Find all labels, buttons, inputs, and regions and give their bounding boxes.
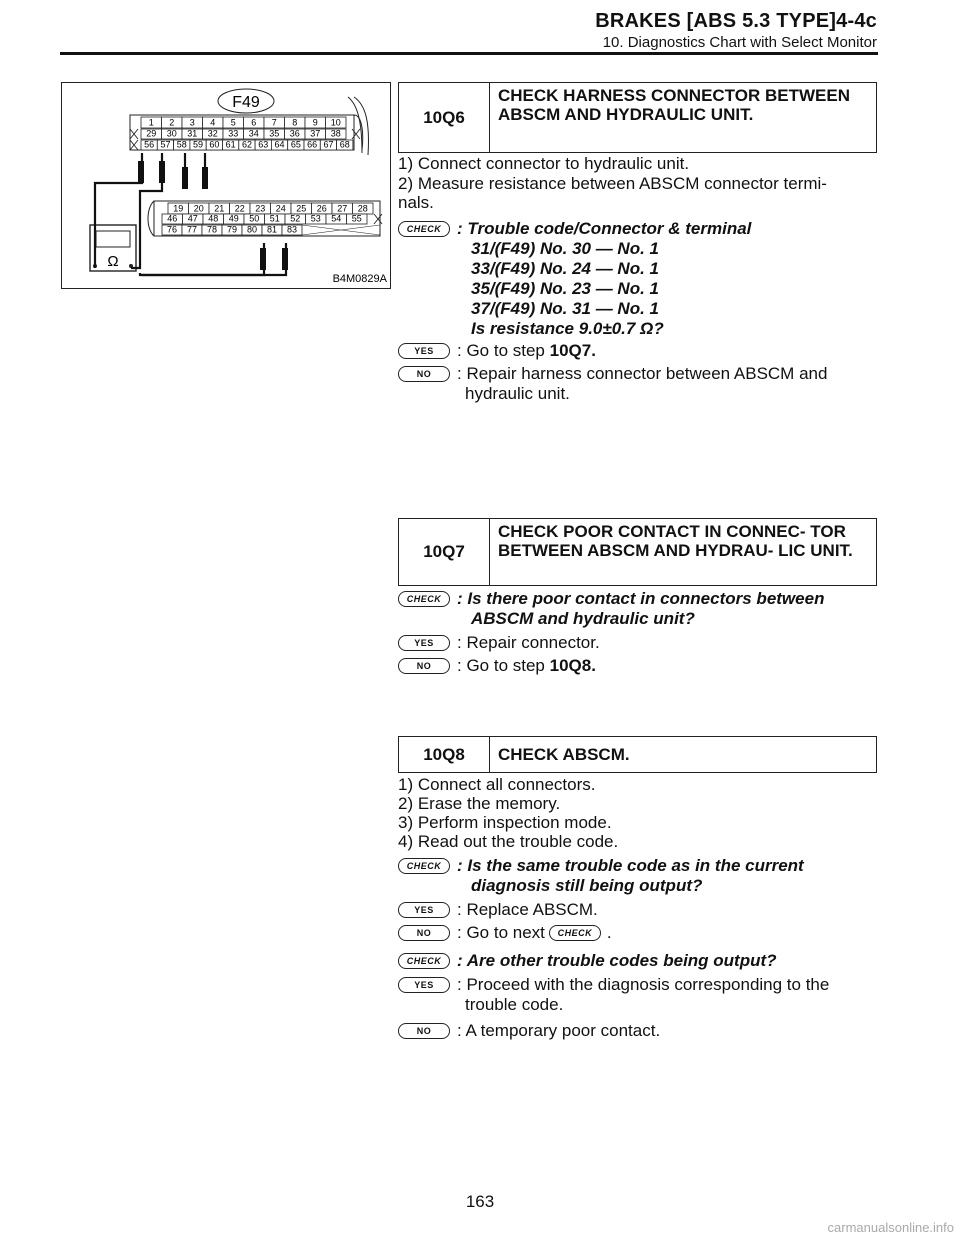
ohmmeter-display [96,231,130,247]
lower-row4-pin: 21 [214,203,225,214]
yes-text: : Repair connector. [457,633,600,652]
instruction: 2) Erase the memory. [398,794,561,813]
terminal-line: 35/(F49) No. 23 — No. 1 [471,279,659,298]
probe-tip [182,167,188,189]
yes-row [398,975,878,1015]
check-icon: CHECK [398,953,450,969]
yes-icon: YES [398,635,450,651]
yes-icon: YES [398,343,450,359]
yes-icon: YES [398,902,450,918]
lower-row6-pin: 78 [206,224,218,235]
instruction: 2) Measure resistance between ABSCM connector termi- [398,174,827,193]
section-code: 4-4c [836,10,877,32]
step-10q6-header [398,82,877,153]
blank-pin-cross [374,214,382,224]
check-question: : Are other trouble codes being output? [457,951,777,970]
lower-row5-pin: 46 [167,213,178,224]
no-text: : Go to step [457,656,550,675]
upper-row1-pin: 3 [189,117,195,128]
page-header-title [0,10,877,33]
upper-row2-pin: 36 [289,128,300,139]
no-row [398,364,878,404]
check-row [398,951,878,971]
check-row [398,589,878,629]
probe-tip [202,167,208,189]
probe-wire [140,243,264,275]
no-text: : Go to next [457,923,545,942]
probe-tip [159,161,165,183]
no-text: : A temporary poor contact. [457,1021,661,1040]
step-title: CHECK HARNESS CONNECTOR BETWEEN ABSCM AND HYDRAULIC UNIT. [498,86,850,124]
upper-row3-pin: 57 [160,139,171,150]
terminal-line: 37/(F49) No. 31 — No. 1 [471,299,659,318]
upper-row3-pin: 58 [176,139,187,150]
upper-row3-pin: 61 [225,139,236,150]
check-row [398,856,878,896]
upper-row3-pin: 59 [193,139,204,150]
instruction: 3) Perform inspection mode. [398,813,612,832]
lower-row4-pin: 19 [173,203,184,214]
probe-tip [282,248,288,270]
terminal-line: 33/(F49) No. 24 — No. 1 [471,259,659,278]
upper-row3-pin: 65 [290,139,301,150]
step-10q8-header [398,736,877,773]
check-icon: CHECK [398,858,450,874]
figure-code: B4M0829A [332,273,387,285]
check-question: : Is there poor contact in connectors between [457,589,825,608]
instruction: 4) Read out the trouble code. [398,832,619,851]
lower-row4-pin: 23 [255,203,266,214]
instruction: nals. [398,193,434,212]
upper-row2-pin: 31 [187,128,198,139]
upper-row2-pin: 29 [146,128,157,139]
page-number: 163 [465,1192,495,1211]
no-icon: NO [398,1023,450,1039]
no-row [398,923,878,943]
yes-row [398,633,878,653]
yes-text: : Proceed with the diagnosis corresponding to the [457,975,830,994]
upper-row1-pin: 10 [330,117,341,128]
lower-row5-pin: 50 [249,213,260,224]
check-question: ABSCM and hydraulic unit? [471,609,695,628]
step-link[interactable]: 10Q8. [549,656,596,675]
lower-row4-pin: 20 [193,203,204,214]
no-text: hydraulic unit. [465,384,570,403]
no-row [398,656,878,676]
no-text: . [606,923,612,942]
lower-row4-pin: 27 [337,203,348,214]
upper-row3-pin: 56 [144,139,155,150]
lower-row5-pin: 54 [331,213,342,224]
upper-row3-pin: 67 [323,139,334,150]
resistance-question: Is resistance 9.0±0.7 Ω? [471,319,664,338]
no-row [398,1021,878,1041]
instruction: 1) Connect all connectors. [398,775,596,794]
step-link[interactable]: 10Q7. [549,341,596,360]
connector-label: F49 [232,94,260,111]
blank-pin-cross [130,140,138,150]
connector-diagram-svg [62,83,390,288]
lower-row5-pin: 49 [228,213,239,224]
page-header-subtitle: 10. Diagnostics Chart with Select Monitor [602,34,877,51]
check-question: : Is the same trouble code as in the current [457,856,804,875]
lower-row5-pin: 51 [269,213,280,224]
upper-row2-pin: 30 [166,128,177,139]
step-10q7-header [398,518,877,586]
section-title: BRAKES [ABS 5.3 TYPE] [595,10,837,32]
check-question: diagnosis still being output? [471,876,703,895]
no-icon: NO [398,925,450,941]
upper-row2-pin: 33 [228,128,239,139]
yes-row [398,900,878,920]
upper-row2-pin: 38 [330,128,341,139]
yes-row [398,341,878,361]
blank-pin-cross [352,129,360,139]
yes-text: : Go to step [457,341,550,360]
upper-row3-pin: 60 [209,139,220,150]
step-title: CHECK ABSCM. [498,745,630,764]
lower-row5-pin: 52 [290,213,301,224]
step-title: CHECK POOR CONTACT IN CONNEC- TOR BETWEEN ABSCM AND HYDRAU- LIC UNIT. [498,522,853,560]
lower-row6-pin: 80 [246,224,258,235]
connector-diagram [61,82,391,289]
lower-row5-pin: 48 [208,213,219,224]
upper-row3-pin: 66 [307,139,318,150]
lower-connector-latch [148,201,154,236]
upper-row1-pin: 9 [312,117,318,128]
check-title: : Trouble code/Connector & terminal [457,219,752,238]
upper-row2-pin: 34 [248,128,259,139]
upper-row3-pin: 64 [274,139,285,150]
upper-row1-pin: 7 [271,117,277,128]
upper-row1-pin: 2 [169,117,175,128]
lower-row4-pin: 22 [234,203,245,214]
no-icon: NO [398,658,450,674]
yes-text: : Replace ABSCM. [457,900,598,919]
lower-row6-pin: 81 [266,224,278,235]
step-number: 10Q7 [399,519,490,585]
blank-pin-cross [130,129,138,139]
lower-row6-pin: 83 [286,224,298,235]
lower-row4-pin: 26 [316,203,327,214]
upper-row2-pin: 37 [310,128,321,139]
lower-row5-pin: 53 [310,213,321,224]
lower-row5-pin: 47 [187,213,198,224]
upper-row3-pin: 68 [339,139,350,150]
watermark: carmanualsonline.info [827,1220,954,1235]
check-icon: CHECK [549,925,601,941]
upper-row1-pin: 4 [210,117,216,128]
upper-row2-pin: 35 [269,128,280,139]
check-row [398,219,878,339]
probe-tip [260,248,266,270]
lower-row4-pin: 25 [296,203,307,214]
step-number: 10Q8 [399,737,490,772]
instruction: 1) Connect connector to hydraulic unit. [398,154,690,173]
check-question [457,219,751,339]
terminal-line: 31/(F49) No. 30 — No. 1 [471,239,659,258]
ohm-symbol: Ω [107,253,119,270]
unused-pin-area [302,225,380,235]
upper-row2-pin: 32 [207,128,218,139]
upper-row1-pin: 6 [251,117,257,128]
check-icon: CHECK [398,591,450,607]
check-icon: CHECK [398,221,450,237]
no-icon: NO [398,366,450,382]
lower-row4-pin: 24 [275,203,286,214]
no-text: : Repair harness connector between ABSCM and [457,364,828,383]
lower-row6-pin: 76 [166,224,178,235]
header-rule [60,52,878,55]
upper-row1-pin: 5 [230,117,236,128]
upper-row1-pin: 1 [148,117,154,128]
probe-tip [138,161,144,183]
lower-row5-pin: 55 [351,213,362,224]
lower-row4-pin: 28 [357,203,368,214]
upper-row3-pin: 63 [258,139,269,150]
upper-row1-pin: 8 [292,117,298,128]
yes-text: trouble code. [465,995,564,1014]
upper-row3-pin: 62 [241,139,252,150]
lower-row6-pin: 77 [186,224,198,235]
yes-icon: YES [398,977,450,993]
step-number: 10Q6 [399,83,490,152]
lower-row6-pin: 79 [226,224,238,235]
